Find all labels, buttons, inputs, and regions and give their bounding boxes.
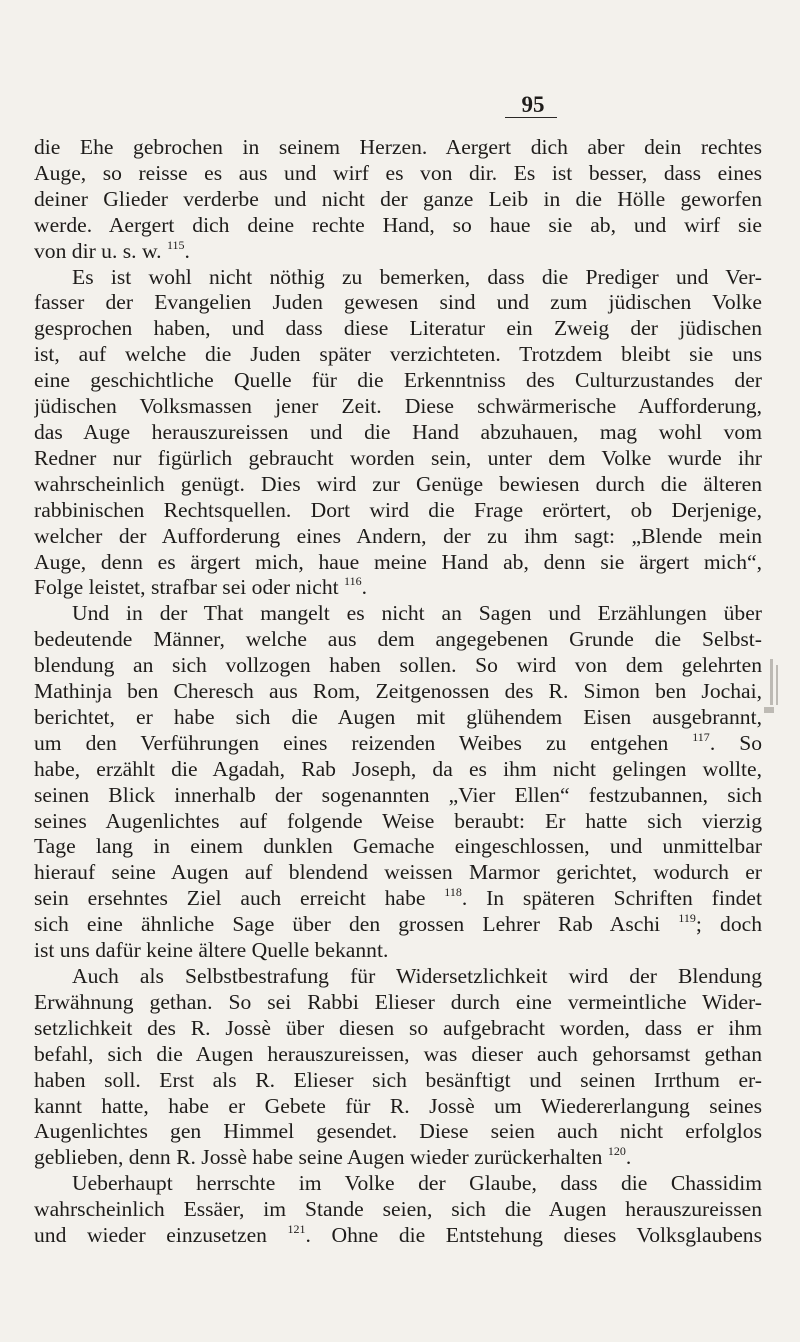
text-line-content: geblieben, denn R. Jossè habe seine Augen wieder zurückerhalten (34, 1145, 608, 1170)
text-line (34, 1042, 762, 1068)
text-line (34, 135, 762, 161)
text-line-content: bedeutende Männer, welche aus dem angegebenen Grunde die Selbst- (34, 627, 762, 652)
text-line-tail: . In späteren Schriften findet (461, 886, 762, 911)
text-line-content: kannt hatte, habe er Gebete für R. Jossè um Wiedererlangung seines (34, 1093, 762, 1118)
text-line-content: Erwähnung gethan. So sei Rabbi Elieser durch eine vermeintliche Wider- (34, 989, 762, 1014)
text-line (34, 420, 762, 446)
text-line (34, 1094, 762, 1120)
text-line (34, 679, 762, 705)
text-line-content: um den Verführungen eines reizenden Weibes zu entgehen (34, 730, 693, 755)
text-line-content: seines Augenlichtes auf folgende Weise beraubt: Er hatte sich vierzig (34, 808, 762, 833)
text-line-tail: . So (709, 730, 762, 755)
text-line-tail: . (361, 575, 367, 600)
text-line (34, 472, 762, 498)
text-line (34, 990, 762, 1016)
text-line-tail: . Ohne die Entstehung dieses Volksglaubens (305, 1223, 762, 1248)
text-line (34, 860, 762, 886)
text-line (34, 757, 762, 783)
text-line (34, 627, 762, 653)
text-line (34, 446, 762, 472)
text-line (34, 705, 762, 731)
text-line (34, 1223, 762, 1249)
text-line (34, 938, 762, 964)
text-line (34, 783, 762, 809)
text-line (34, 213, 762, 239)
text-line-content: jüdischen Volksmassen jener Zeit. Diese schwärmerische Aufforderung, (34, 394, 762, 419)
text-line-content: haben soll. Erst als R. Elieser sich besänftigt und seinen Irrthum er- (34, 1067, 762, 1092)
footnote-reference: 118 (444, 886, 462, 900)
text-line-content: sich eine ähnliche Sage über den grossen Lehrer Rab Aschi (34, 912, 679, 937)
text-line-content: Es ist wohl nicht nöthig zu bemerken, dass die Prediger und Ver- (72, 264, 762, 289)
text-line-content: die Ehe gebrochen in seinem Herzen. Aergert dich aber dein rechtes (34, 135, 762, 159)
text-line-content: berichtet, er habe sich die Augen mit glühendem Eisen ausgebrannt, (34, 704, 762, 729)
text-line (34, 1171, 762, 1197)
text-line (34, 1068, 762, 1094)
text-line-content: befahl, sich die Augen herauszureissen, was dieser auch gehorsamst gethan (34, 1041, 762, 1066)
text-line (34, 809, 762, 835)
text-line-content: fasser der Evangelien Juden gewesen sind und zum jüdischen Volke (34, 290, 762, 315)
text-line-content: gesprochen haben, und dass diese Literatur ein Zweig der jüdischen (34, 316, 762, 341)
text-line-content: Ueberhaupt herrschte im Volke der Glaube, dass die Chassidim (72, 1171, 762, 1196)
text-line-content: eine geschichtliche Quelle für die Erkenntniss des Culturzustandes der (34, 368, 762, 393)
page-number: 95 (521, 92, 545, 117)
text-line (34, 550, 762, 576)
text-line-content: habe, erzählt die Agadah, Rab Joseph, da es ihm nicht gelingen wollte, (34, 756, 762, 781)
text-line-content: sein ersehntes Ziel auch erreicht habe (34, 886, 445, 911)
footnote-reference: 121 (287, 1223, 306, 1237)
text-line (34, 653, 762, 679)
text-line-content: seinen Blick innerhalb der sogenannten „Vier Ellen“ festzubannen, sich (34, 782, 762, 807)
text-line-content: von dir u. s. w. (34, 238, 167, 263)
text-line (34, 1119, 762, 1145)
text-line (34, 1145, 762, 1171)
text-line-content: hierauf seine Augen auf blendend weissen Marmor gerichtet, wodurch er (34, 860, 762, 885)
text-line (34, 498, 762, 524)
text-line-content: Tage lang in einem dunklen Gemache eingeschlossen, und unmittelbar (34, 834, 762, 859)
text-line-content: und wieder einzusetzen (34, 1223, 288, 1248)
footnote-reference: 116 (344, 575, 362, 589)
footnote-reference: 115 (166, 238, 185, 252)
text-line-content: Mathinja ben Cheresch aus Rom, Zeitgenossen des R. Simon ben Jochai, (34, 679, 762, 704)
text-line-content: ist, auf welche die Juden später verzichteten. Trotzdem bleibt sie uns (34, 342, 762, 367)
text-line-content: rabbinischen Rechtsquellen. Dort wird die Frage erörtert, ob Derjenige, (34, 497, 762, 522)
footnote-reference: 120 (607, 1145, 626, 1159)
text-line (34, 368, 762, 394)
text-line (34, 575, 762, 601)
text-line (34, 187, 762, 213)
text-line (34, 239, 762, 265)
text-line (34, 1197, 762, 1223)
text-line-tail: . (625, 1145, 632, 1170)
text-line (34, 394, 762, 420)
text-line (34, 731, 762, 757)
footnote-reference: 119 (678, 912, 696, 926)
text-line-content: wahrscheinlich Essäer, im Stande seien, sich die Augen herauszureissen (34, 1197, 762, 1222)
text-line-content: das Auge herauszureissen und die Hand abzuhauen, mag wohl vom (34, 419, 762, 444)
text-line (34, 964, 762, 990)
text-line-content: welcher der Aufforderung eines Andern, der zu ihm sagt: „Blende mein (34, 523, 762, 548)
text-line-content: Und in der That mangelt es nicht an Sagen und Erzählungen über (72, 601, 762, 626)
text-line-content: deiner Glieder verderbe und nicht der ganze Leib in die Hölle geworfen (34, 186, 762, 211)
text-line (34, 601, 762, 627)
text-line-tail: ; doch (695, 912, 762, 937)
text-line-content: wahrscheinlich genügt. Dies wird zur Genüge bewiesen durch die älteren (34, 471, 762, 496)
ink-bleed-mark (762, 655, 784, 730)
text-line-tail: . (184, 238, 190, 263)
text-line (34, 342, 762, 368)
text-line-content: Augenlichtes gen Himmel gesendet. Diese seien auch nicht erfolglos (34, 1119, 762, 1144)
text-line (34, 290, 762, 316)
text-line-content: setzlichkeit des R. Jossè über diesen so aufgebracht worden, dass er ihm (34, 1015, 762, 1040)
text-line-content: blendung an sich vollzogen haben sollen. So wird von dem gelehrten (34, 653, 762, 678)
text-line (34, 886, 762, 912)
text-line-content: Folge leistet, strafbar sei oder nicht (34, 575, 345, 600)
footnote-reference: 117 (692, 730, 710, 744)
text-line-content: Redner nur figürlich gebraucht worden sein, unter dem Volke wurde ihr (34, 445, 762, 470)
text-line (34, 524, 762, 550)
text-line (34, 1016, 762, 1042)
text-line-content: Auge, denn es ärgert mich, haue meine Hand ab, denn sie ärgert mich“, (34, 549, 762, 574)
text-line-content: ist uns dafür keine ältere Quelle bekannt. (34, 938, 389, 963)
text-line (34, 912, 762, 938)
text-line (34, 265, 762, 291)
text-line-content: werde. Aergert dich deine rechte Hand, so haue sie ab, und wirf sie (34, 212, 762, 237)
text-line-content: Auge, so reisse es aus und wirf es von dir. Es ist besser, dass eines (34, 160, 762, 185)
text-line (34, 834, 762, 860)
page-number-rule (505, 117, 557, 118)
body-text (34, 135, 762, 1249)
text-line (34, 316, 762, 342)
text-line (34, 161, 762, 187)
text-line-content: Auch als Selbstbestrafung für Widersetzlichkeit wird der Blendung (72, 964, 762, 988)
